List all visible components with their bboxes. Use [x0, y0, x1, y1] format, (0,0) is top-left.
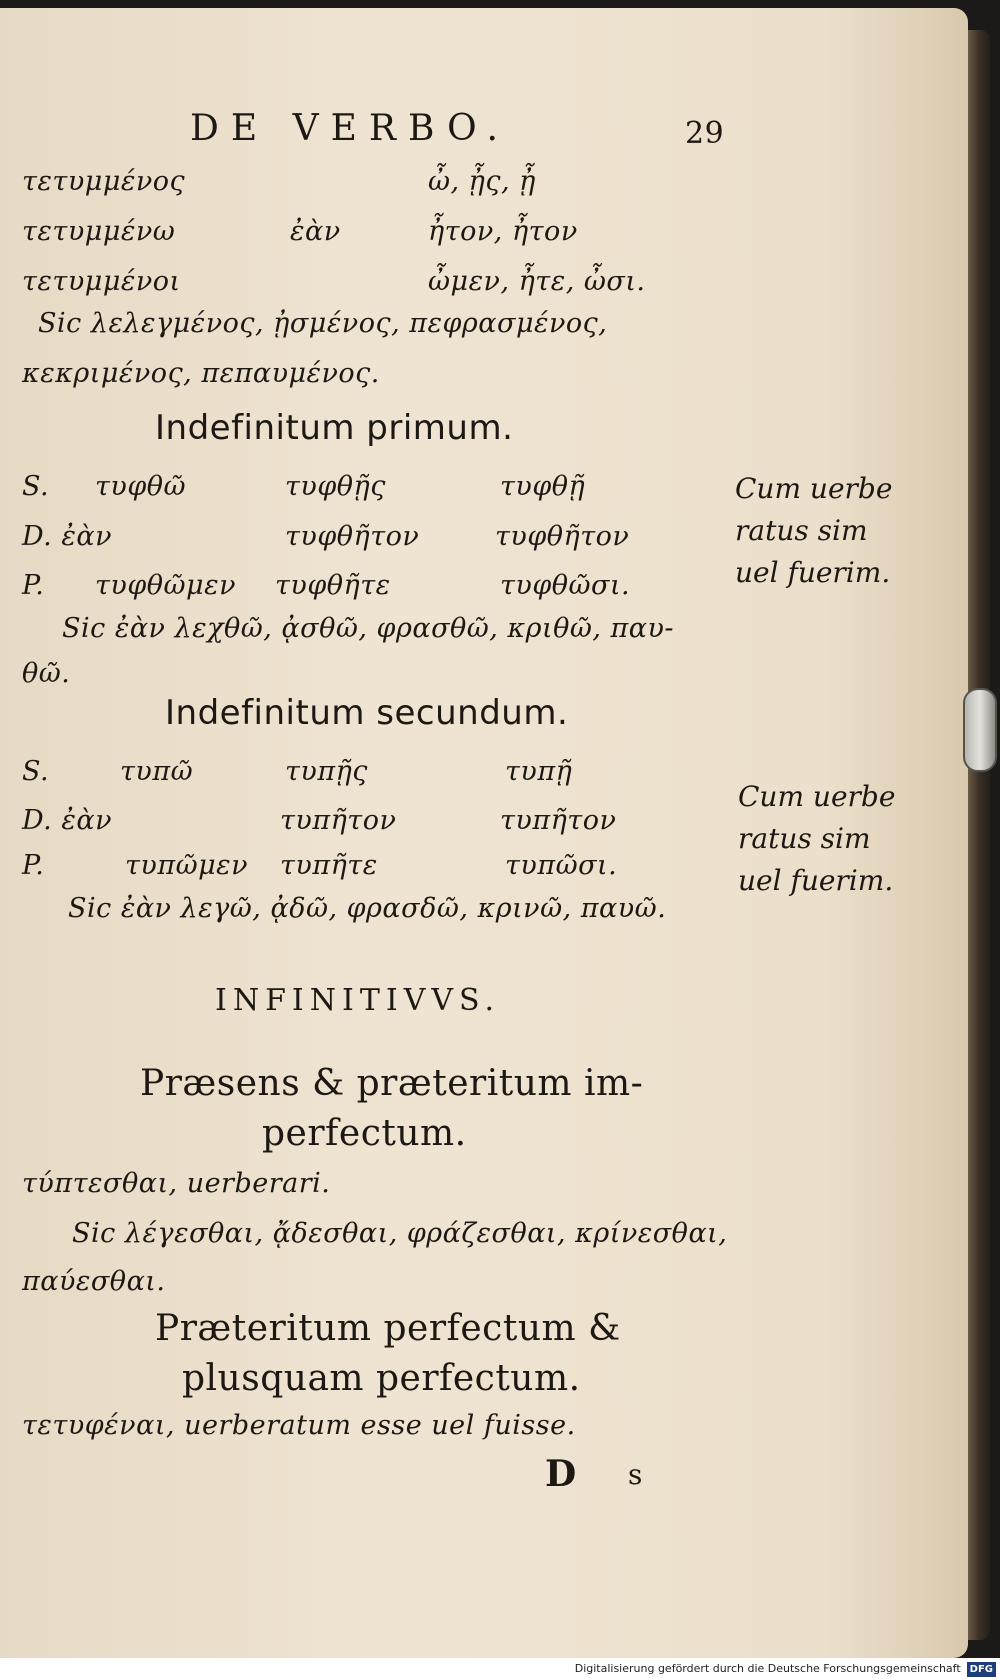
- block1-row1-col3: ὦ, ᾖς, ᾖ: [428, 166, 536, 197]
- indef2-row3-label: P.: [22, 850, 45, 881]
- running-title: DE VERBO.: [190, 108, 510, 149]
- margin-note-line: uel fuerim.: [738, 864, 894, 897]
- indef1-row1-c1: τυφθῶ: [95, 471, 187, 502]
- margin-note-line: ratus sim: [735, 514, 868, 547]
- footer-bar: [0, 1658, 1000, 1679]
- indef1-row3-c1: τυφθῶμεν: [95, 570, 236, 601]
- indef2-row2-c3: τυπῆτον: [500, 805, 617, 836]
- indef1-sic-line1: Sic ἐὰν λεχθῶ, ᾀσθῶ, φρασθῶ, κριθῶ, παυ-: [62, 613, 675, 644]
- block1-row1-col1: τετυμμένος: [22, 166, 186, 197]
- indef2-row1-c3: τυπῇ: [505, 756, 573, 787]
- indef2-row1-c1: τυπῶ: [120, 756, 194, 787]
- indef2-sic-line: Sic ἐὰν λεγῶ, ᾀδῶ, φρασδῶ, κρινῶ, παυῶ.: [68, 893, 667, 924]
- indef2-row3-c3: τυπῶσι.: [505, 850, 618, 881]
- margin-note-line: ratus sim: [738, 822, 871, 855]
- present-sic-line1: Sic λέγεσθαι, ᾄδεσθαι, φράζεσθαι, κρίνεσθαι,: [72, 1218, 728, 1249]
- block1-row2-col3: ἦτον, ἦτον: [428, 216, 578, 247]
- book-page: [0, 8, 968, 1658]
- footer-credit: Digitalisierung gefördert durch die Deutsche Forschungsgemeinschaft: [574, 1662, 961, 1675]
- indef1-row2-label: D. ἐὰν: [22, 521, 112, 552]
- block1-row3-col1: τετυμμένοι: [22, 266, 181, 297]
- margin-note-line: Cum uerbe: [735, 472, 893, 505]
- signature-mark: D: [545, 1453, 577, 1495]
- present-sic-line2: παύεσθαι.: [22, 1266, 166, 1297]
- indef1-row2-c3: τυφθῆτον: [495, 521, 630, 552]
- indef1-row3-c2: τυφθῆτε: [275, 570, 391, 601]
- block1-row3-col3: ὦμεν, ἦτε, ὦσι.: [428, 266, 646, 297]
- indef2-row1-label: S.: [22, 756, 50, 787]
- indef1-row1-c3: τυφθῇ: [500, 471, 586, 502]
- block1-row2-col1: τετυμμένω: [22, 216, 176, 247]
- block1-sic-line1: Sic λελεγμένος, ᾐσμένος, πεφρασμένος,: [38, 308, 608, 339]
- present-title-line2: perfectum.: [262, 1113, 467, 1154]
- dfg-logo: DFG: [967, 1662, 996, 1677]
- indef1-row3-c3: τυφθῶσι.: [500, 570, 631, 601]
- indef2-row1-c2: τυπῇς: [285, 756, 368, 787]
- perfect-title-line1: Præteritum perfectum &: [155, 1308, 621, 1349]
- indef1-sic-line2: θῶ.: [22, 658, 71, 689]
- block1-row2-col2: ἐὰν: [290, 216, 341, 247]
- perfect-line: τετυφέναι, uerberatum esse uel fuisse.: [22, 1410, 576, 1441]
- section-title-infinitivus: INFINITIVVS.: [215, 983, 501, 1018]
- indef1-row2-c2: τυφθῆτον: [285, 521, 420, 552]
- indef2-row2-c2: τυπῆτον: [280, 805, 397, 836]
- block1-sic-line2: κεκριμένος, πεπαυμένος.: [22, 358, 380, 389]
- indef1-row3-label: P.: [22, 570, 45, 601]
- signature-number: s: [628, 1458, 643, 1491]
- book-page-edge: [968, 30, 990, 1640]
- perfect-title-line2: plusquam perfectum.: [182, 1358, 581, 1399]
- margin-note-line: Cum uerbe: [738, 780, 896, 813]
- indef2-row3-c1: τυπῶμεν: [125, 850, 249, 881]
- indef2-row2-label: D. ἐὰν: [22, 805, 112, 836]
- indef1-row1-c2: τυφθῇς: [285, 471, 386, 502]
- margin-note-line: uel fuerim.: [735, 556, 891, 589]
- section-title-indefinitum-primum: Indefinitum primum.: [155, 408, 514, 448]
- indef1-row1-label: S.: [22, 471, 50, 502]
- present-line: τύπτεσθαι, uerberari.: [22, 1168, 331, 1199]
- clasp-image: [963, 688, 997, 772]
- indef2-row3-c2: τυπῆτε: [280, 850, 378, 881]
- present-title-line1: Præsens & præteritum im-: [140, 1063, 644, 1104]
- indef1-margin-note: [735, 468, 892, 594]
- page-number: 29: [685, 116, 725, 151]
- section-title-indefinitum-secundum: Indefinitum secundum.: [165, 693, 569, 733]
- indef2-margin-note: [738, 776, 895, 902]
